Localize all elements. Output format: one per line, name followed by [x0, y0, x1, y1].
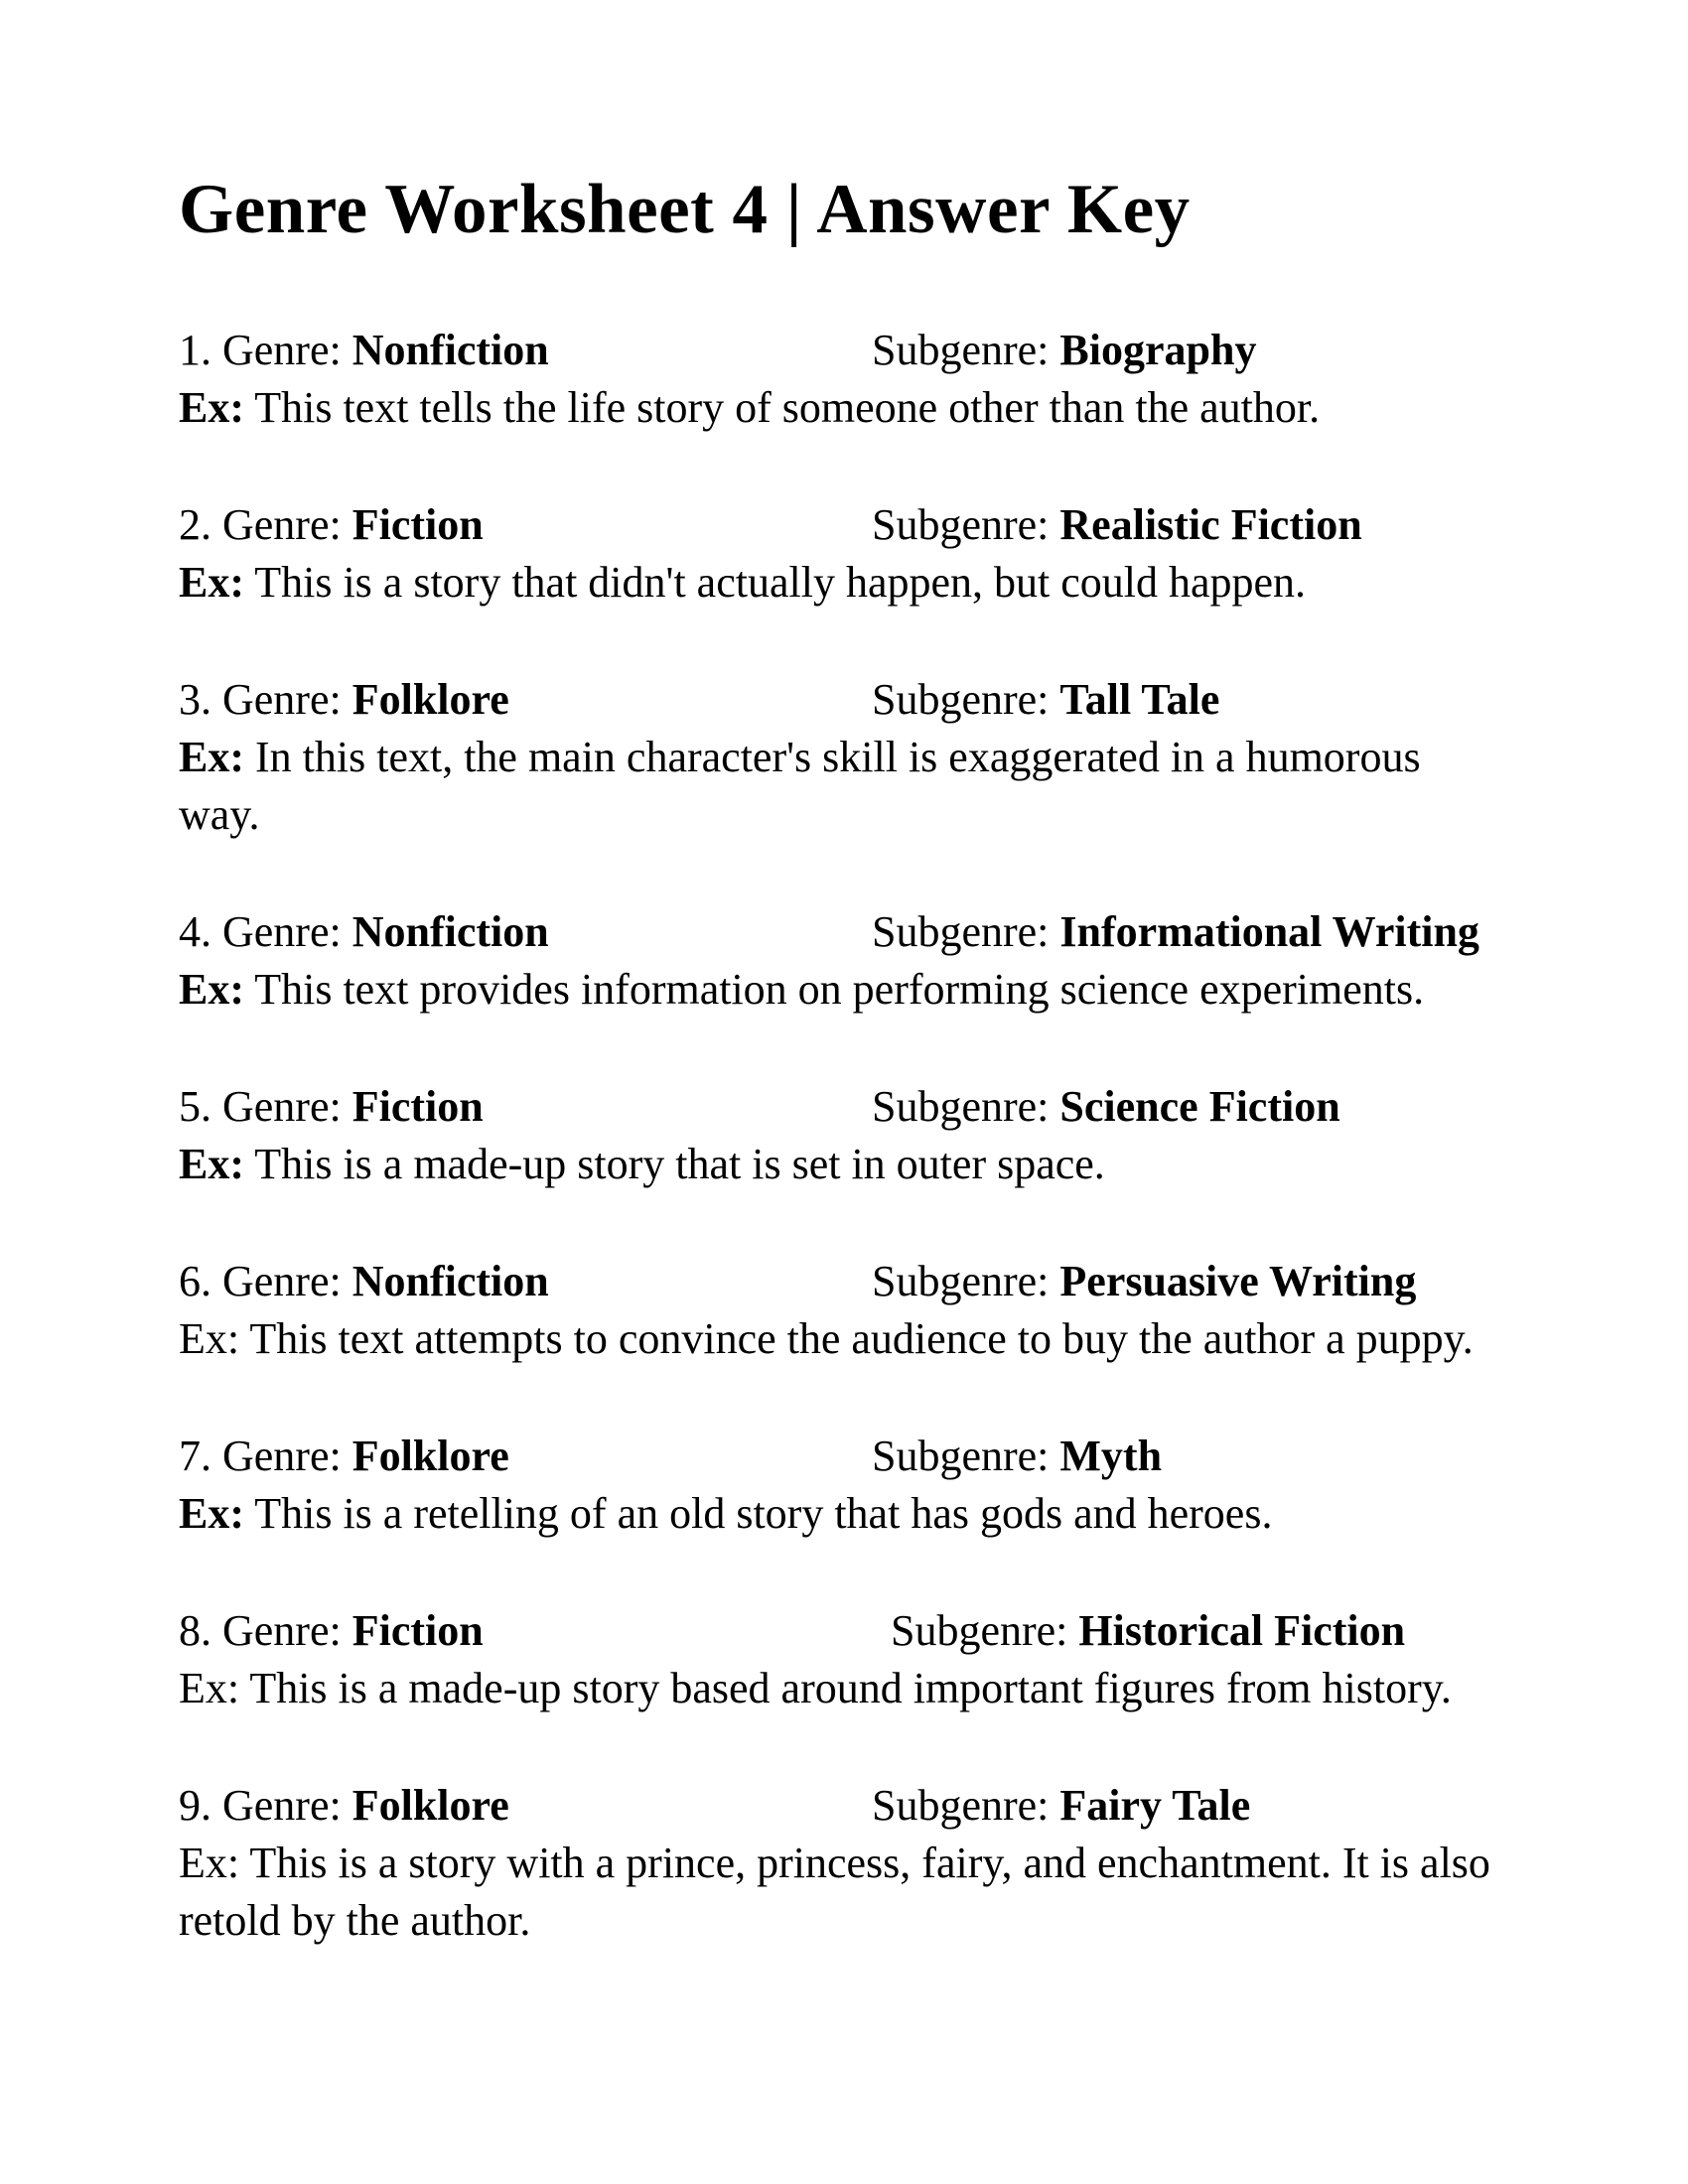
example-label: Ex: [179, 965, 244, 1014]
example-line [179, 1314, 1474, 1363]
example-label: Ex: [179, 1314, 240, 1363]
example-line [179, 1140, 1105, 1188]
example-line-text: In this text, the main character's skill is exaggerated in a humorous [255, 733, 1421, 781]
item-number: 2. [179, 500, 211, 549]
genre-line [179, 1253, 1569, 1310]
worksheet-item [179, 1602, 1569, 1717]
subgenre-label: Subgenre: [872, 675, 1050, 724]
example-line [179, 558, 1306, 607]
worksheet-item [179, 1428, 1569, 1543]
subgenre-group [872, 1253, 1416, 1310]
subgenre-value: Persuasive Writing [1059, 1257, 1417, 1305]
subgenre-group [872, 1078, 1340, 1136]
subgenre-label: Subgenre: [872, 1781, 1050, 1830]
subgenre-label: Subgenre: [872, 500, 1050, 549]
subgenre-value: Myth [1059, 1432, 1163, 1480]
subgenre-group [872, 322, 1256, 379]
subgenre-group [872, 1428, 1162, 1485]
example-line [179, 965, 1424, 1014]
example-label: Ex: [179, 1140, 244, 1188]
example-text [179, 1485, 1569, 1543]
subgenre-label: Subgenre: [872, 1257, 1050, 1305]
subgenre-group [872, 496, 1362, 554]
example-line: way. [179, 790, 260, 839]
example-text [179, 379, 1569, 437]
example-line-text: This text provides information on performing science experiments. [254, 965, 1425, 1014]
genre-value: Fiction [352, 500, 484, 549]
subgenre-label: Subgenre: [891, 1606, 1068, 1655]
item-number: 5. [179, 1082, 211, 1131]
worksheet-item [179, 1253, 1569, 1368]
genre-value: Folklore [352, 1432, 509, 1480]
item-number: 4. [179, 907, 211, 956]
worksheet-item [179, 903, 1569, 1019]
worksheet-item [179, 671, 1569, 844]
subgenre-group [872, 1777, 1250, 1835]
genre-label: Genre: [222, 907, 342, 956]
genre-label: Genre: [222, 1781, 342, 1830]
genre-value: Folklore [352, 1781, 509, 1830]
worksheet-item [179, 1078, 1569, 1193]
example-text [179, 729, 1569, 844]
genre-label: Genre: [222, 675, 342, 724]
example-text [179, 1660, 1569, 1717]
subgenre-group [891, 1602, 1405, 1660]
subgenre-value: Fairy Tale [1059, 1781, 1251, 1830]
subgenre-label: Subgenre: [872, 1432, 1050, 1480]
example-label: Ex: [179, 558, 244, 607]
example-line-text: This is a story with a prince, princess, fairy, and enchantment. It is also [249, 1839, 1490, 1887]
subgenre-value: Realistic Fiction [1059, 500, 1362, 549]
page-title: Genre Worksheet 4 | Answer Key [179, 171, 1191, 248]
genre-label: Genre: [222, 500, 342, 549]
example-line [179, 1664, 1452, 1712]
example-line-text: This is a made-up story based around important figures from history. [249, 1664, 1452, 1712]
example-text [179, 554, 1569, 612]
example-line-text: This text tells the life story of someone other than the author. [254, 383, 1321, 432]
example-line-text: This is a retelling of an old story that has gods and heroes. [254, 1489, 1273, 1538]
example-line: retold by the author. [179, 1896, 531, 1945]
genre-line [179, 1602, 1569, 1660]
subgenre-group [872, 671, 1219, 729]
genre-line [179, 903, 1569, 961]
subgenre-value: Historical Fiction [1078, 1606, 1406, 1655]
example-text [179, 1136, 1569, 1193]
item-number: 3. [179, 675, 211, 724]
subgenre-value: Tall Tale [1059, 675, 1220, 724]
example-label: Ex: [179, 383, 244, 432]
genre-line [179, 496, 1569, 554]
genre-value: Nonfiction [352, 1257, 549, 1305]
example-text [179, 1835, 1569, 1950]
subgenre-value: Science Fiction [1059, 1082, 1340, 1131]
subgenre-label: Subgenre: [872, 326, 1050, 374]
example-line [179, 1489, 1272, 1538]
genre-line [179, 1428, 1569, 1485]
genre-label: Genre: [222, 326, 342, 374]
subgenre-label: Subgenre: [872, 907, 1050, 956]
genre-line [179, 1777, 1569, 1835]
example-line [179, 383, 1320, 432]
subgenre-value: Informational Writing [1059, 907, 1479, 956]
item-number: 6. [179, 1257, 211, 1305]
example-text [179, 961, 1569, 1019]
genre-label: Genre: [222, 1606, 342, 1655]
item-number: 8. [179, 1606, 211, 1655]
worksheet-item [179, 1777, 1569, 1950]
genre-value: Fiction [352, 1082, 484, 1131]
example-label: Ex: [179, 733, 244, 781]
subgenre-group [872, 903, 1479, 961]
genre-line [179, 1078, 1569, 1136]
genre-value: Nonfiction [352, 907, 549, 956]
genre-line [179, 322, 1569, 379]
example-line-text: This text attempts to convince the audience to buy the author a puppy. [249, 1314, 1474, 1363]
example-line-text: This is a story that didn't actually happen, but could happen. [254, 558, 1307, 607]
genre-label: Genre: [222, 1432, 342, 1480]
worksheet-item [179, 496, 1569, 612]
example-line [179, 733, 1421, 781]
genre-line [179, 671, 1569, 729]
subgenre-value: Biography [1059, 326, 1257, 374]
item-number: 7. [179, 1432, 211, 1480]
genre-label: Genre: [222, 1082, 342, 1131]
genre-value: Fiction [352, 1606, 484, 1655]
example-text [179, 1310, 1569, 1368]
example-label: Ex: [179, 1489, 244, 1538]
example-line-text: This is a made-up story that is set in outer space. [254, 1140, 1105, 1188]
example-label: Ex: [179, 1664, 240, 1712]
worksheet-item [179, 322, 1569, 437]
genre-value: Nonfiction [352, 326, 549, 374]
genre-label: Genre: [222, 1257, 342, 1305]
item-number: 1. [179, 326, 211, 374]
example-line [179, 1839, 1490, 1887]
item-number: 9. [179, 1781, 211, 1830]
subgenre-label: Subgenre: [872, 1082, 1050, 1131]
genre-value: Folklore [352, 675, 509, 724]
example-label: Ex: [179, 1839, 240, 1887]
